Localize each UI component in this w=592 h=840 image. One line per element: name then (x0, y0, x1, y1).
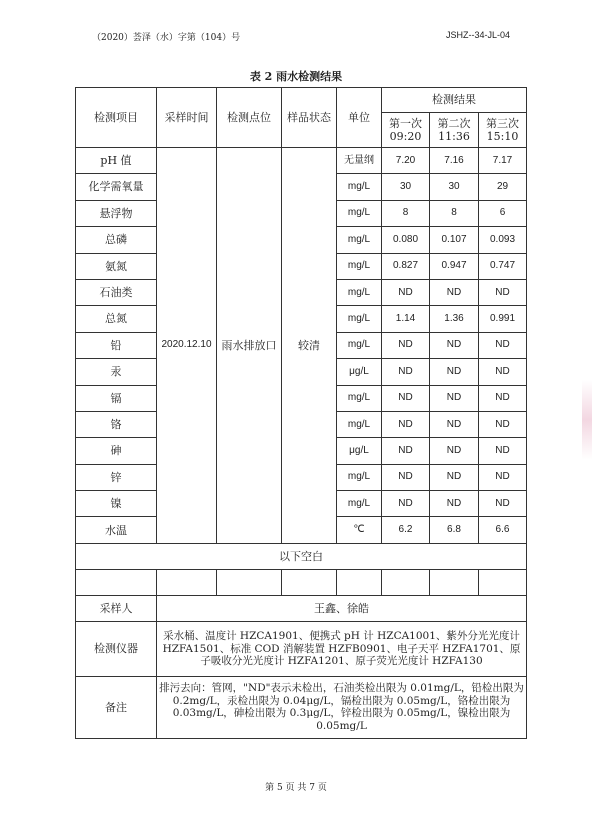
header-state: 样品状态 (282, 88, 337, 148)
cell-value-1: ND (382, 464, 430, 490)
table-row (76, 148, 527, 174)
cell-value-3: ND (479, 332, 527, 358)
cell-unit: μg/L (337, 359, 382, 385)
cell-item: pH 值 (76, 148, 157, 174)
cell-item: 悬浮物 (76, 200, 157, 226)
cell-unit: 无量纲 (337, 148, 382, 174)
cell-item: 石油类 (76, 279, 157, 305)
cell-unit: mg/L (337, 385, 382, 411)
cell-unit: ℃ (337, 517, 382, 543)
cell-item: 砷 (76, 438, 157, 464)
cell-value-1: 0.827 (382, 253, 430, 279)
cell-value-1: 1.14 (382, 306, 430, 332)
cell-value-3: ND (479, 491, 527, 517)
cell-unit: mg/L (337, 227, 382, 253)
cell-value-3: 0.991 (479, 306, 527, 332)
cell-value-2: 7.16 (430, 148, 479, 174)
header-sample-time: 采样时间 (157, 88, 217, 148)
remarks-label: 备注 (76, 676, 157, 738)
header-results: 检测结果 (382, 88, 527, 113)
cell-value-3: 0.747 (479, 253, 527, 279)
cell-unit: mg/L (337, 279, 382, 305)
cell-unit: μg/L (337, 438, 382, 464)
cell-value-2: 0.107 (430, 227, 479, 253)
cell-value-3: ND (479, 464, 527, 490)
cell-value-3: ND (479, 385, 527, 411)
cell-item: 汞 (76, 359, 157, 385)
cell-value-3: ND (479, 438, 527, 464)
cell-item: 铅 (76, 332, 157, 358)
cell-unit: mg/L (337, 491, 382, 517)
cell-sample-state: 较清 (282, 148, 337, 544)
empty-cell (430, 569, 479, 595)
cell-value-2: ND (430, 464, 479, 490)
cell-item: 锌 (76, 464, 157, 490)
header-point: 检测点位 (217, 88, 282, 148)
cell-value-2: ND (430, 332, 479, 358)
cell-unit: mg/L (337, 411, 382, 437)
cell-value-2: ND (430, 438, 479, 464)
cell-value-1: ND (382, 279, 430, 305)
cell-value-1: 6.2 (382, 517, 430, 543)
empty-cell (382, 569, 430, 595)
cell-value-3: ND (479, 359, 527, 385)
cell-item: 总氮 (76, 306, 157, 332)
instruments-label: 检测仪器 (76, 621, 157, 676)
header-run-3: 第三次 15:10 (479, 113, 527, 148)
cell-value-2: 0.947 (430, 253, 479, 279)
seal-stamp-edge (582, 380, 592, 460)
empty-cell (337, 569, 382, 595)
cell-item: 铬 (76, 411, 157, 437)
header-run-1: 第一次 09:20 (382, 113, 430, 148)
cell-item: 水温 (76, 517, 157, 543)
cell-unit: mg/L (337, 464, 382, 490)
cell-unit: mg/L (337, 332, 382, 358)
cell-value-2: 6.8 (430, 517, 479, 543)
empty-cell (157, 569, 217, 595)
header-item: 检测项目 (76, 88, 157, 148)
cell-value-2: ND (430, 411, 479, 437)
empty-cell (479, 569, 527, 595)
cell-value-1: 0.080 (382, 227, 430, 253)
cell-value-3: 6.6 (479, 517, 527, 543)
empty-cell (76, 569, 157, 595)
cell-value-1: ND (382, 411, 430, 437)
cell-value-1: ND (382, 385, 430, 411)
empty-cell (282, 569, 337, 595)
header-unit: 单位 (337, 88, 382, 148)
empty-cell (217, 569, 282, 595)
cell-item: 镉 (76, 385, 157, 411)
cell-value-1: ND (382, 438, 430, 464)
cell-unit: mg/L (337, 174, 382, 200)
cell-item: 氨氮 (76, 253, 157, 279)
cell-item: 化学需氧量 (76, 174, 157, 200)
cell-unit: mg/L (337, 306, 382, 332)
cell-value-2: ND (430, 279, 479, 305)
sampler-label: 采样人 (76, 595, 157, 621)
cell-value-2: ND (430, 491, 479, 517)
sampler-value: 王鑫、徐皓 (157, 595, 527, 621)
cell-value-1: 30 (382, 174, 430, 200)
header-run-2: 第二次 11:36 (430, 113, 479, 148)
cell-value-1: 8 (382, 200, 430, 226)
cell-value-2: 8 (430, 200, 479, 226)
cell-value-3: 29 (479, 174, 527, 200)
document-number: （2020）荟泽（水）字第（104）号 (92, 33, 241, 43)
cell-value-2: ND (430, 359, 479, 385)
results-table (75, 87, 527, 739)
cell-value-1: 7.20 (382, 148, 430, 174)
cell-value-2: 1.36 (430, 306, 479, 332)
remarks-value: 排污去向：管网，"ND"表示未检出，石油类检出限为 0.01mg/L，铅检出限为 0.2mg/L，汞检出限为 0.04μg/L，镉检出限为 0.05mg/L，铬检出限为 0.03mg/L，砷检出限为 0.3μg/L，锌检出限为 0.05mg/L，镍检出限为 0.05mg/L (157, 676, 527, 738)
document-code: JSHZ--34-JL-04 (445, 30, 510, 40)
cell-value-1: ND (382, 332, 430, 358)
cell-value-3: ND (479, 411, 527, 437)
cell-value-1: ND (382, 491, 430, 517)
instruments-value: 采水桶、温度计 HZCA1901、便携式 pH 计 HZCA1001、紫外分光光度计 HZFA1501、标准 COD 消解装置 HZFB0901、电子天平 HZFA1701、原子吸收分光光度计 HZFA1201、原子荧光光度计 HZFA130 (157, 621, 527, 676)
cell-value-3: 7.17 (479, 148, 527, 174)
table-title: 表 2 雨水检测结果 (249, 70, 343, 83)
empty-row (76, 569, 527, 595)
cell-item: 总磷 (76, 227, 157, 253)
cell-sample-point: 雨水排放口 (217, 148, 282, 544)
page-number: 第 5 页 共 7 页 (265, 783, 327, 793)
cell-value-1: ND (382, 359, 430, 385)
cell-value-2: 30 (430, 174, 479, 200)
cell-value-3: ND (479, 279, 527, 305)
cell-value-2: ND (430, 385, 479, 411)
cell-unit: mg/L (337, 200, 382, 226)
cell-sample-date: 2020.12.10 (157, 148, 217, 544)
cell-value-3: 6 (479, 200, 527, 226)
blank-note: 以下空白 (76, 543, 527, 569)
cell-value-3: 0.093 (479, 227, 527, 253)
cell-item: 镍 (76, 491, 157, 517)
cell-unit: mg/L (337, 253, 382, 279)
